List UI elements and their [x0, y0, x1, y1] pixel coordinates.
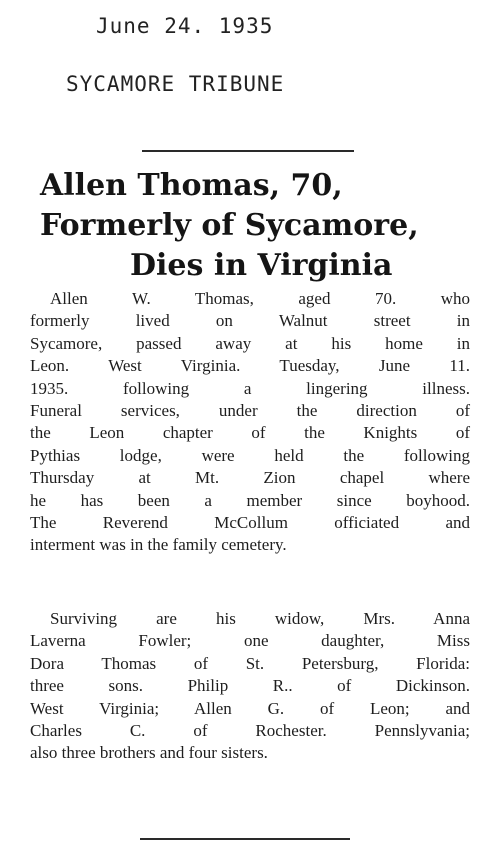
article-line: he has been a member since boyhood. [30, 490, 470, 510]
article-line: Laverna Fowler; one daughter, Miss [30, 631, 470, 651]
newspaper-name: SYCAMORE TRIBUNE [66, 72, 285, 96]
article-line: Pythias lodge, were held the following [30, 445, 470, 465]
article-line: formerly lived on Walnut street in [30, 311, 470, 331]
headline-line-2: Formerly of Sycamore, [40, 208, 419, 243]
article-line: Dora Thomas of St. Petersburg, Florida: [30, 653, 470, 673]
article-line: Sycamore, passed away at his home in [30, 333, 470, 353]
article-line: also three brothers and four sisters. [30, 743, 268, 763]
article-paragraph-2 [30, 608, 470, 765]
article-line: Charles C. of Rochester. Pennslyvania; [30, 720, 470, 740]
article-line: Allen W. Thomas, aged 70. who [50, 289, 470, 308]
article-line: Thursday at Mt. Zion chapel where [30, 468, 470, 488]
article-line: three sons. Philip R.. of Dickinson. [30, 676, 470, 696]
article-line: The Reverend McCollum officiated and [30, 512, 470, 532]
article-line: Leon. West Virginia. Tuesday, June 11. [30, 356, 470, 376]
article-line: interment was in the family cemetery. [30, 535, 287, 555]
headline-line-3: Dies in Virginia [130, 248, 393, 283]
top-divider [142, 150, 354, 152]
bottom-divider [140, 838, 350, 840]
article-line: Surviving are his widow, Mrs. Anna [50, 609, 470, 628]
article-line: West Virginia; Allen G. of Leon; and [30, 698, 470, 718]
article-line: 1935. following a lingering illness. [30, 378, 470, 398]
clipping-date: June 24. 1935 [96, 14, 274, 38]
article-line: Funeral services, under the direction of [30, 400, 470, 420]
headline-line-1: Allen Thomas, 70, [40, 168, 343, 203]
article-line: the Leon chapter of the Knights of [30, 423, 470, 443]
article-paragraph-1 [30, 288, 470, 557]
